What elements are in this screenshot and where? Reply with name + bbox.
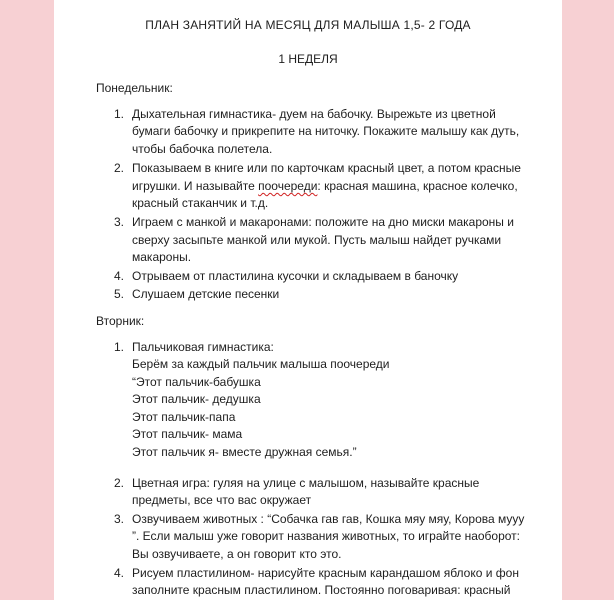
monday-item-2-line: Показываем в книге или по карточкам красный цвет, а потом красные	[132, 161, 521, 175]
monday-item-2-line	[132, 179, 518, 193]
document-page	[54, 0, 562, 600]
tuesday-item-1-line: Этот пальчик я- вместе дружная семья.”	[132, 445, 357, 459]
monday-item-4-line: Отрываем от пластилина кусочки и складываем в баночку	[132, 269, 459, 283]
tuesday-item-3-number: 3.	[114, 512, 125, 526]
monday-item-2-text: : красная машина, красное колечко,	[317, 179, 518, 193]
monday-item-1-number: 1.	[114, 107, 125, 121]
monday-item-2-line: красный стаканчик и т.д.	[132, 196, 269, 210]
monday-item-2-text: игрушки. И называйте	[132, 179, 259, 193]
tuesday-item-3-line: ”. Если малыш уже говорит названия животных, то играйте наоборот:	[132, 529, 521, 543]
monday-item-2-number: 2.	[114, 161, 125, 175]
monday-item-1-line: бумаги бабочку и прикрепите на ниточку. Покажите малышу как дуть,	[132, 124, 520, 138]
tuesday-item-1-line: Этот пальчик-папа	[132, 410, 236, 424]
monday-item-1-line: Дыхательная гимнастика- дуем на бабочку. Вырежьте из цветной	[132, 107, 496, 121]
document-title: ПЛАН ЗАНЯТИЙ НА МЕСЯЦ ДЛЯ МАЛЫША 1,5- 2 ГОДА	[145, 18, 471, 32]
monday-item-3-number: 3.	[114, 215, 125, 229]
tuesday-item-3-line: Вы озвучиваете, а он говорит кто это.	[132, 547, 342, 561]
tuesday-heading: Вторник:	[96, 314, 145, 328]
monday-heading: Понедельник:	[96, 81, 173, 95]
monday-item-3-line: макароны.	[132, 250, 192, 264]
tuesday-item-1-line: Этот пальчик- мама	[132, 427, 243, 441]
tuesday-item-4-number: 4.	[114, 566, 125, 580]
tuesday-item-1-line: Пальчиковая гимнастика:	[132, 340, 274, 354]
tuesday-item-1-line: “Этот пальчик-бабушка	[132, 375, 261, 389]
monday-item-5-line: Слушаем детские песенки	[132, 287, 280, 301]
tuesday-item-2-line: Цветная игра: гуляя на улице с малышом, называйте красные	[132, 476, 480, 490]
monday-item-3-line: Играем с манкой и макаронами: положите на дно миски макароны и	[132, 215, 514, 229]
tuesday-item-1-number: 1.	[114, 340, 125, 354]
monday-item-1-line: чтобы бабочка полетела.	[132, 142, 273, 156]
tuesday-item-2-line: предметы, все что вас окружает	[132, 493, 312, 507]
tuesday-item-4-line: заполните красным пластилином. Постоянно поговаривая: красный	[132, 583, 511, 597]
monday-item-5-number: 5.	[114, 287, 125, 301]
spellcheck-underlined-word: поочереди	[258, 179, 318, 193]
tuesday-item-1-line: Этот пальчик- дедушка	[132, 392, 261, 406]
monday-item-3-line: сверху засыпьте манкой или мукой. Пусть малыш найдет ручками	[132, 233, 502, 247]
tuesday-item-3-line: Озвучиваем животных : “Собачка гав гав, Кошка мяу мяу, Корова мууу	[132, 512, 525, 526]
tuesday-item-4-line: Рисуем пластилином- нарисуйте красным карандашом яблоко и фон	[132, 566, 519, 580]
tuesday-item-1-line: Берём за каждый пальчик малыша поочереди	[132, 357, 390, 371]
tuesday-item-2-number: 2.	[114, 476, 125, 490]
week-heading: 1 НЕДЕЛЯ	[278, 52, 338, 66]
monday-item-4-number: 4.	[114, 269, 125, 283]
